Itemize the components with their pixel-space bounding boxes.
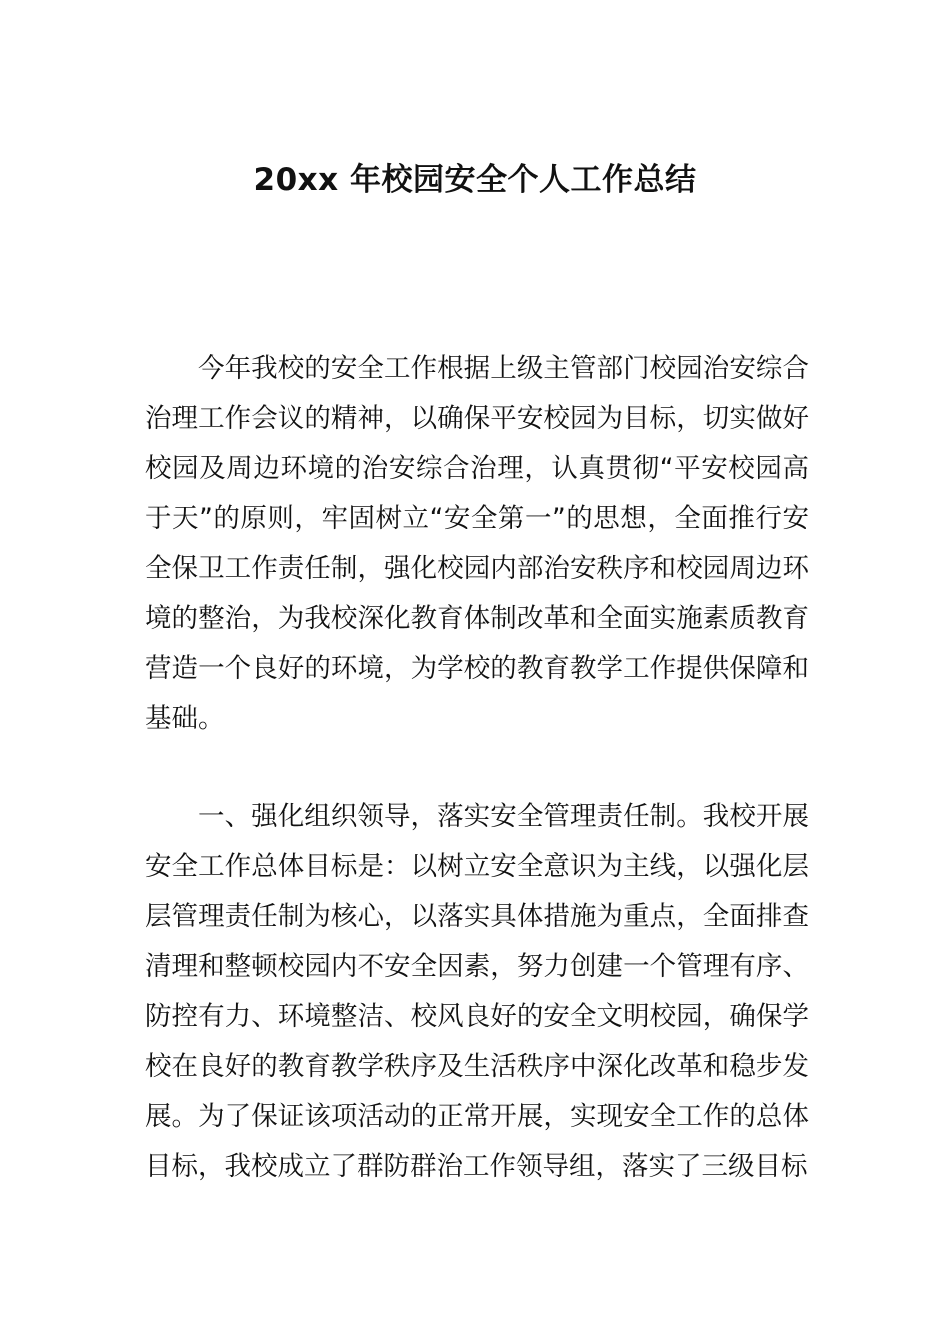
body-paragraph-intro: 今年我校的安全工作根据上级主管部门校园治安综合治理工作会议的精神，以确保平安校园为目标，切实做好校园及周边环境的治安综合治理，认真贯彻“平安校园高于天”的原则，牢固树立“安全第一”的思想，全面推行安全保卫工作责任制，强化校园内部治安秩序和校园周边环境的整治，为我校深化教育体制改革和全面实施素质教育营造一个良好的环境，为学校的教育教学工作提供保障和基础。 <box>145 353 809 734</box>
document-title: 20xx 年校园安全个人工作总结 <box>253 162 697 198</box>
body-paragraph-section-one: 一、强化组织领导，落实安全管理责任制。我校开展安全工作总体目标是：以树立安全意识为主线，以强化层层管理责任制为核心，以落实具体措施为重点，全面排查清理和整顿校园内不安全因素，努力创建一个管理有序、防控有力、环境整洁、校风良好的安全文明校园，确保学校在良好的教育教学秩序及生活秩序中深化改革和稳步发展。为了保证该项活动的正常开展，实现安全工作的总体目标，我校成立了群防群治工作领导组，落实了三级目标 <box>145 801 809 1182</box>
